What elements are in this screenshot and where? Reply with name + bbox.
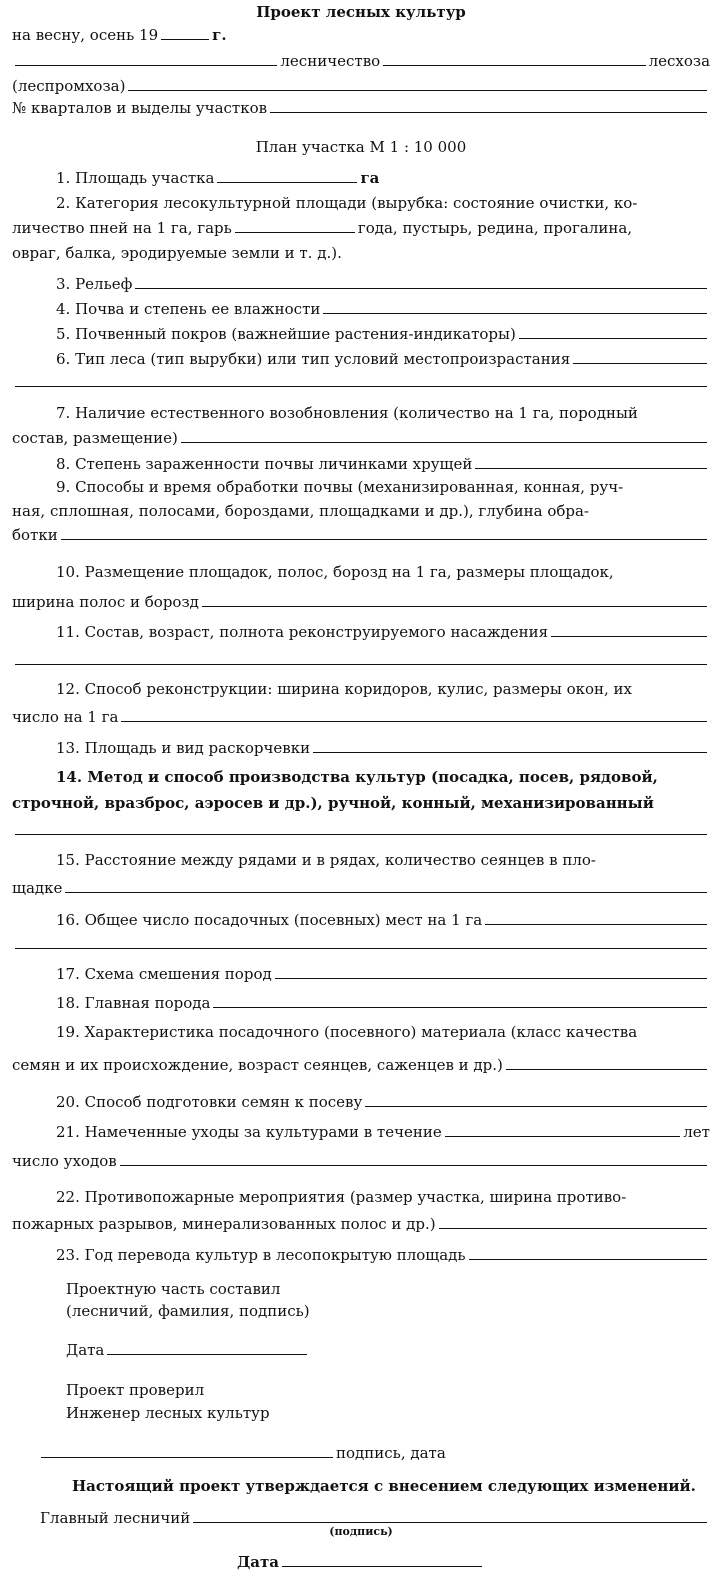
item-21-line-2: число уходов	[12, 1151, 710, 1171]
care-years-field[interactable]	[445, 1124, 681, 1137]
item-10-line-2: ширина полос и борозд	[12, 592, 710, 612]
item-15-line-2: щадке	[12, 878, 710, 898]
soil-field[interactable]	[323, 301, 707, 314]
composed-by: Проектную часть составил	[66, 1280, 281, 1298]
fire-measures-field[interactable]	[439, 1216, 707, 1229]
item-3: 3. Рельеф	[56, 274, 710, 294]
item-21-line-1: 21. Намеченные уходы за культурами в течение лет	[56, 1123, 710, 1141]
reconstruction-field[interactable]	[121, 709, 707, 722]
stumping-field[interactable]	[313, 740, 707, 753]
area-field[interactable]	[217, 170, 357, 183]
item-2-line-3: овраг, балка, эродируемые земли и т. д.).	[12, 244, 342, 262]
stand-composition-field[interactable]	[551, 624, 707, 637]
item-16-continuation	[12, 936, 710, 949]
planting-places-field-2[interactable]	[15, 936, 707, 949]
item-12-line-1: 12. Способ реконструкции: ширина коридоров, кулис, размеры окон, их	[56, 680, 633, 698]
leskhoz-field[interactable]	[383, 53, 645, 66]
final-date-line: Дата	[12, 1552, 710, 1572]
item-11: 11. Состав, возраст, полнота реконструируемого насаждения	[56, 622, 710, 642]
item-6: 6. Тип леса (тип вырубки) или тип условий местопроизрастания	[56, 349, 710, 369]
item-9-line-1: 9. Способы и время обработки почвы (механизированная, конная, руч-	[56, 478, 624, 496]
item-4: 4. Почва и степень ее влажности	[56, 299, 710, 319]
item-18: 18. Главная порода	[56, 993, 710, 1013]
infestation-field[interactable]	[475, 456, 707, 469]
engineer-signature-field[interactable]	[41, 1445, 333, 1458]
main-species-field[interactable]	[213, 995, 707, 1008]
item-2-line-2: личество пней на 1 га, гарь года, пустырь, редина, прогалина,	[12, 219, 633, 237]
item-1: 1. Площадь участка га	[56, 169, 380, 187]
item-9-line-3: ботки	[12, 525, 710, 545]
stand-composition-field-2[interactable]	[15, 652, 707, 665]
item-5: 5. Почвенный покров (важнейшие растения-индикаторы)	[56, 324, 710, 344]
culture-method-field[interactable]	[15, 822, 707, 835]
mixing-scheme-field[interactable]	[275, 966, 707, 979]
item-2-line-1: 2. Категория лесокультурной площади (вырубка: состояние очистки, ко-	[56, 194, 638, 212]
tillage-field[interactable]	[61, 527, 707, 540]
forestry-line: лесничество лесхоза	[12, 51, 710, 71]
item-13: 13. Площадь и вид раскорчевки	[56, 738, 710, 758]
item-19-line-1: 19. Характеристика посадочного (посевного) материала (класс качества	[56, 1023, 638, 1041]
row-spacing-field[interactable]	[65, 880, 707, 893]
checked-by-role: Инженер лесных культур	[66, 1404, 270, 1422]
item-10-line-1: 10. Размещение площадок, полос, борозд на 1 га, размеры площадок,	[56, 563, 614, 581]
engineer-signature-line: подпись, дата	[38, 1443, 710, 1463]
composed-date: Дата	[66, 1340, 710, 1360]
item-23: 23. Год перевода культур в лесопокрытую площадь	[56, 1245, 710, 1265]
planting-places-field[interactable]	[485, 912, 707, 925]
relief-field[interactable]	[135, 276, 707, 289]
item-15-line-1: 15. Расстояние между рядами и в рядах, количество сеянцев в пло-	[56, 851, 596, 869]
item-14-line-2: строчной, вразброс, аэросев и др.), ручной, конный, механизированный	[12, 794, 654, 812]
item-22-line-2: пожарных разрывов, минерализованных полос и др.)	[12, 1214, 710, 1234]
item-9-line-2: ная, сплошная, полосами, бороздами, площадками и др.), глубина обра-	[12, 502, 589, 520]
soil-cover-field[interactable]	[519, 326, 707, 339]
item-6-continuation	[12, 374, 710, 387]
item-7-line-2: состав, размещение)	[12, 428, 710, 448]
composed-date-field[interactable]	[107, 1342, 307, 1355]
care-count-field[interactable]	[120, 1153, 707, 1166]
final-date-field[interactable]	[282, 1554, 482, 1567]
quarters-field[interactable]	[270, 100, 707, 113]
item-17: 17. Схема смешения пород	[56, 964, 710, 984]
item-14-line-1: 14. Метод и способ производства культур (посадка, посев, рядовой,	[56, 768, 658, 786]
forest-type-field-2[interactable]	[15, 374, 707, 387]
quarters-line: № кварталов и выделы участков	[12, 98, 710, 118]
item-14-continuation	[12, 822, 710, 835]
year-field[interactable]	[161, 27, 209, 40]
item-20: 20. Способ подготовки семян к посеву	[56, 1092, 710, 1112]
forest-type-field[interactable]	[573, 351, 707, 364]
item-16: 16. Общее число посадочных (посевных) мест на 1 га	[56, 910, 710, 930]
forestry-field[interactable]	[15, 53, 277, 66]
composed-by-note: (лесничий, фамилия, подпись)	[66, 1302, 310, 1320]
item-7-line-1: 7. Наличие естественного возобновления (количество на 1 га, породный	[56, 404, 638, 422]
seed-prep-field[interactable]	[365, 1094, 707, 1107]
transfer-year-field[interactable]	[469, 1247, 707, 1260]
season-line: на весну, осень 19 г.	[12, 26, 227, 44]
plots-placement-field[interactable]	[202, 594, 707, 607]
chief-forester-line: Главный лесничий	[40, 1508, 710, 1528]
plan-heading: План участка М 1 : 10 000	[255, 138, 467, 156]
checked-by: Проект проверил	[66, 1381, 205, 1399]
form-title: Проект лесных культур	[256, 3, 466, 21]
burn-year-field[interactable]	[235, 220, 355, 233]
item-22-line-1: 22. Противопожарные мероприятия (размер участка, ширина противо-	[56, 1188, 627, 1206]
item-8: 8. Степень зараженности почвы личинками хрущей	[56, 454, 710, 474]
lespromkhoz-line: (леспромхоза)	[12, 76, 710, 96]
item-19-line-2: семян и их происхождение, возраст сеянцев, саженцев и др.)	[12, 1055, 710, 1075]
regeneration-field[interactable]	[181, 430, 707, 443]
signature-caption: (подпись)	[329, 1525, 393, 1538]
approval-statement: Настоящий проект утверждается с внесением следующих изменений.	[72, 1477, 696, 1495]
item-12-line-2: число на 1 га	[12, 707, 710, 727]
planting-material-field[interactable]	[506, 1057, 707, 1070]
item-11-continuation	[12, 652, 710, 665]
lespromkhoz-field[interactable]	[128, 78, 707, 91]
